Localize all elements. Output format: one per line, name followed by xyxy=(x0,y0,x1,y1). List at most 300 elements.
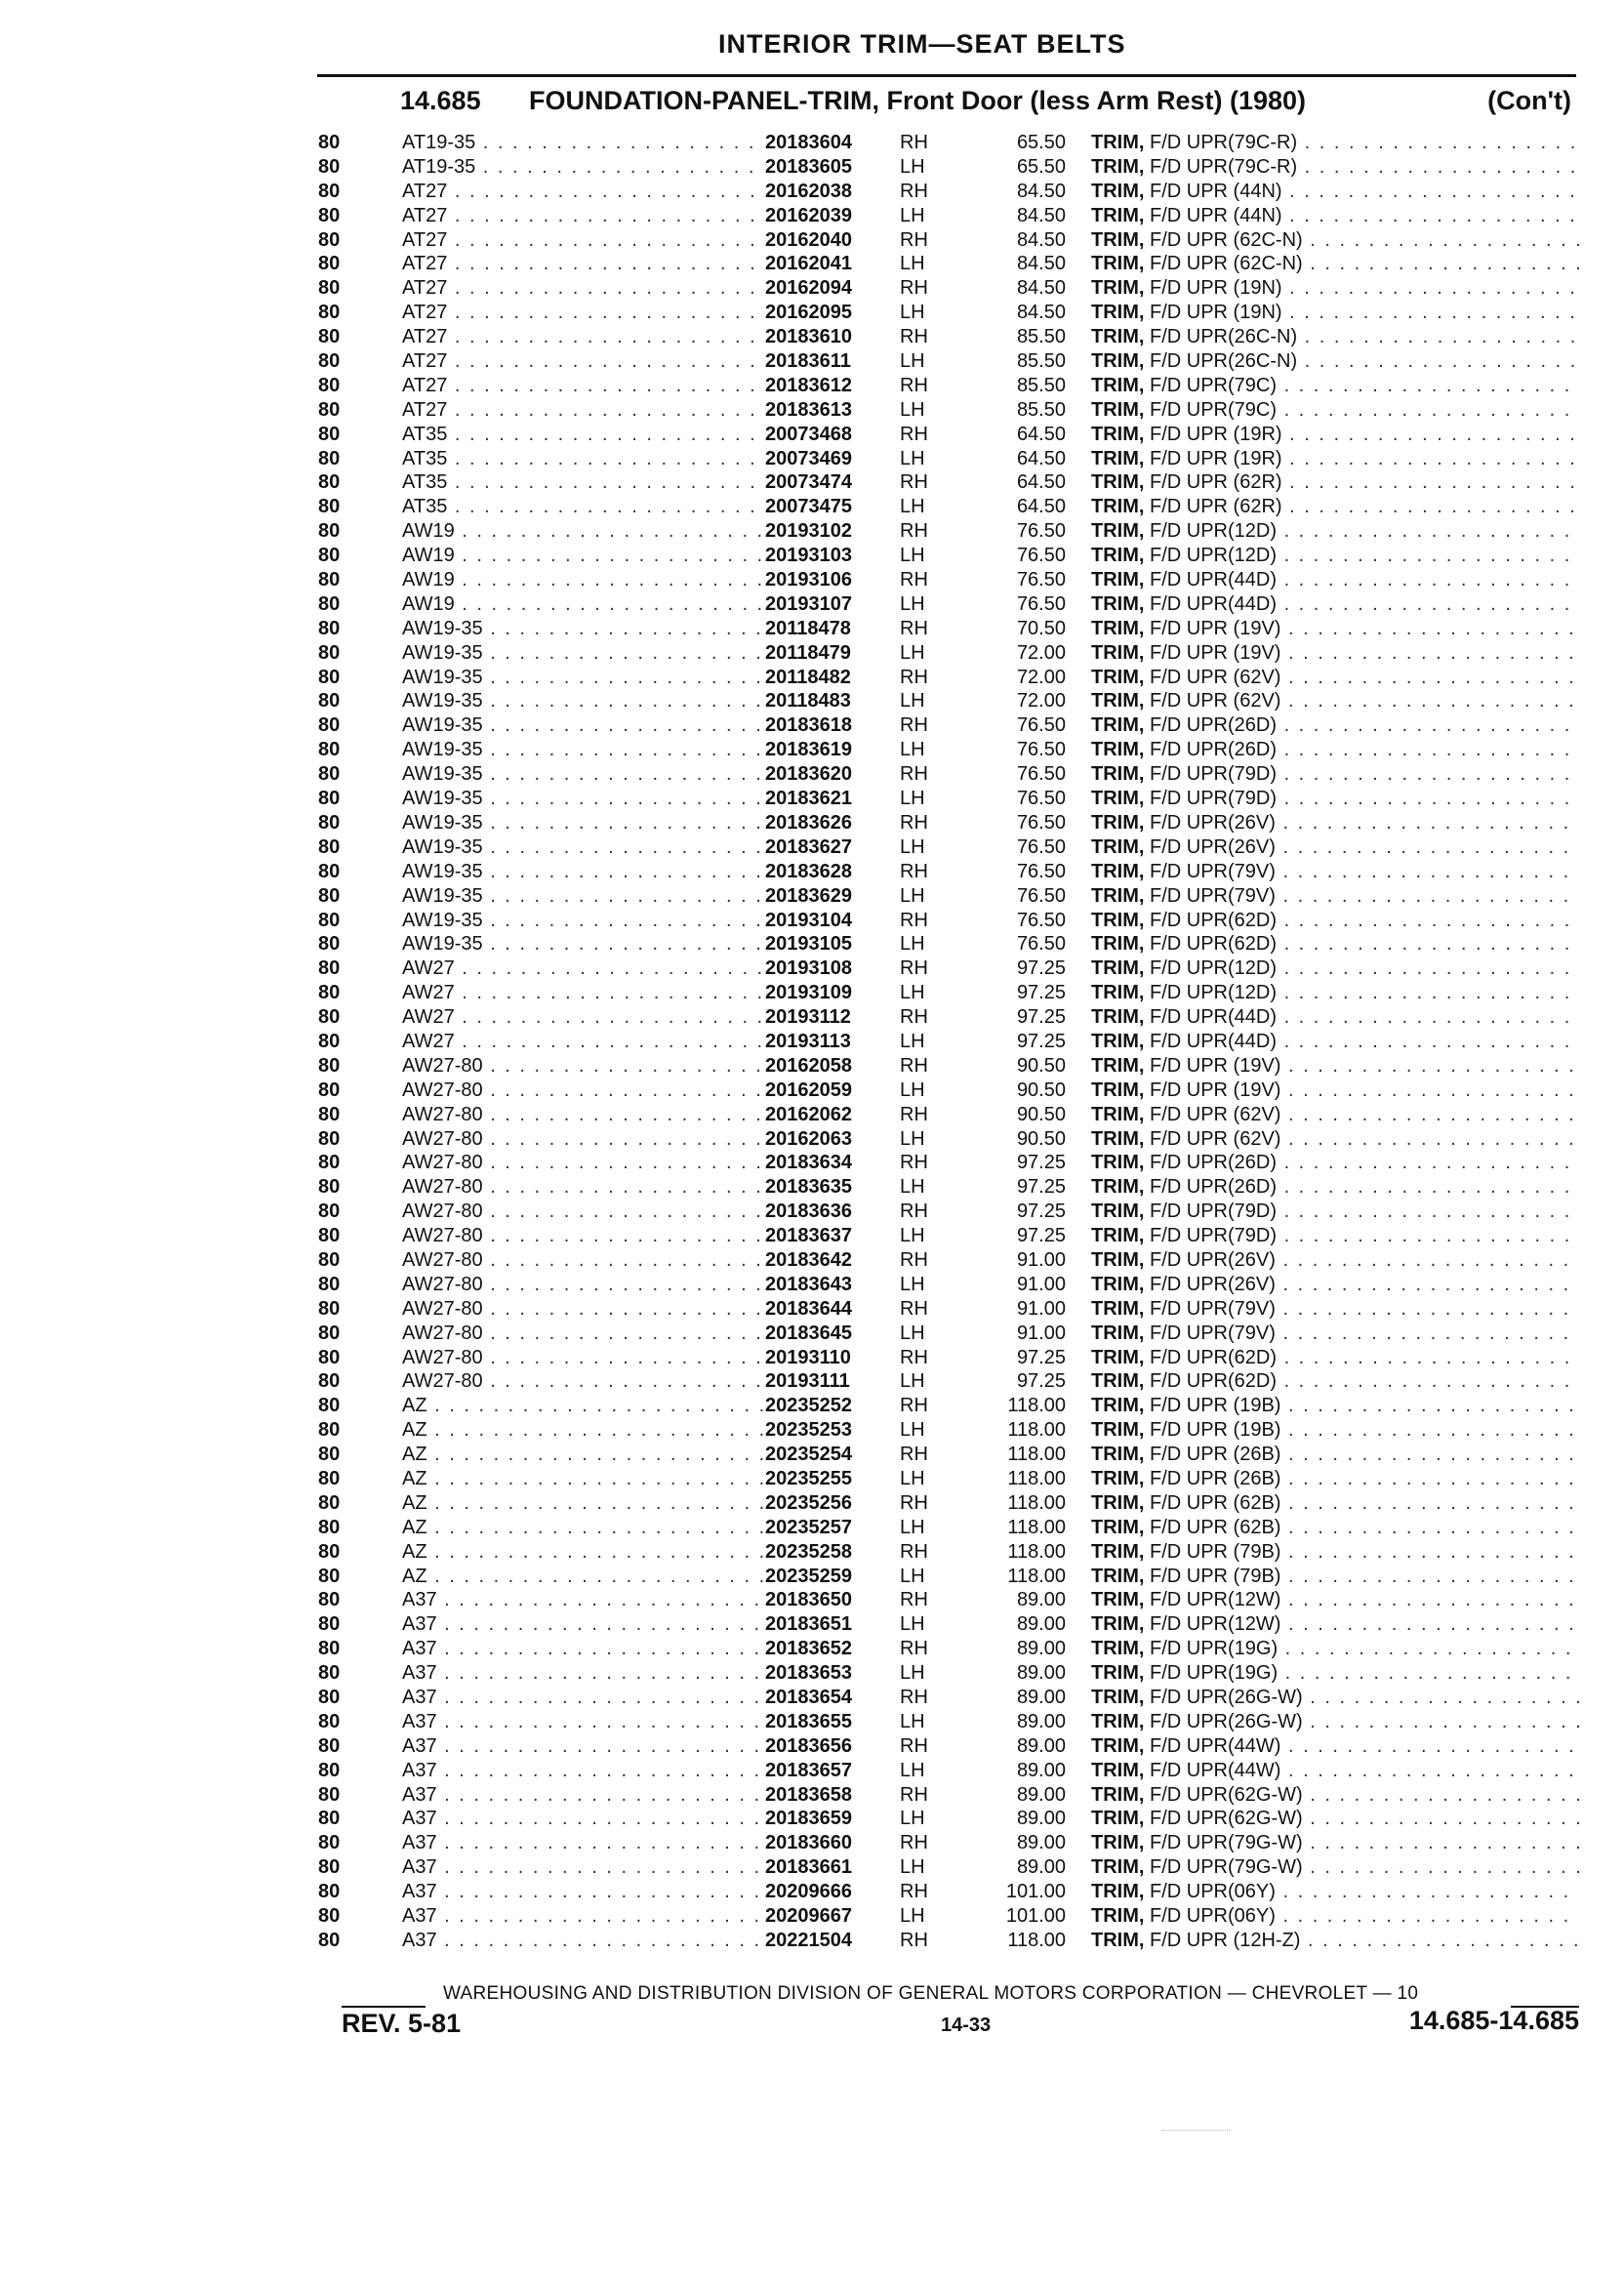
year-cell: 80 xyxy=(318,592,341,615)
part-number-cell: 20193108 xyxy=(765,957,852,980)
description-text: F/D UPR (19V) xyxy=(1150,1054,1281,1077)
description-lead: TRIM, xyxy=(1091,228,1145,251)
list-item xyxy=(0,787,1624,811)
year-cell: 80 xyxy=(318,277,341,300)
description-text: F/D UPR (26B) xyxy=(1150,1467,1281,1489)
description-lead: TRIM, xyxy=(1091,1491,1145,1514)
description-lead: TRIM, xyxy=(1091,1808,1145,1830)
list-item xyxy=(0,325,1624,349)
year-cell: 80 xyxy=(318,1638,341,1660)
model-cell: AW27 . . . xyxy=(402,957,763,981)
side-cell: RH xyxy=(900,1491,928,1514)
description-cell xyxy=(1091,957,1579,981)
price-cell: 84.50 xyxy=(1016,204,1066,226)
year-cell: 80 xyxy=(318,1444,341,1466)
description-lead: TRIM, xyxy=(1091,982,1145,1004)
part-number-cell: 20183628 xyxy=(765,860,852,882)
model-cell: AW19-35 . . . xyxy=(402,713,763,738)
description-text: F/D UPR (79B) xyxy=(1150,1540,1281,1563)
year-cell: 80 xyxy=(318,1710,341,1732)
year-cell: 80 xyxy=(318,155,341,178)
year-cell: 80 xyxy=(318,1905,341,1928)
side-cell: LH xyxy=(900,933,925,956)
year-cell: 80 xyxy=(318,617,341,639)
description-lead: TRIM, xyxy=(1091,860,1145,882)
description-lead: TRIM, xyxy=(1091,1856,1145,1879)
description-lead: TRIM, xyxy=(1091,1662,1145,1685)
price-cell: 72.00 xyxy=(1016,666,1066,688)
year-cell: 80 xyxy=(318,1152,341,1174)
side-cell: RH xyxy=(900,666,928,688)
description-cell xyxy=(1091,1783,1579,1808)
description-lead: TRIM, xyxy=(1091,1710,1145,1732)
model-cell: AW19-35 . . . xyxy=(402,641,763,666)
price-cell: 76.50 xyxy=(1016,739,1066,761)
year-cell: 80 xyxy=(318,1176,341,1199)
list-item xyxy=(0,1686,1624,1710)
page-range: 14.685-14.685 xyxy=(1408,2006,1579,2035)
description-text: F/D UPR (19B) xyxy=(1150,1395,1281,1417)
description-text: F/D UPR(79G-W) xyxy=(1150,1856,1303,1879)
description-text: F/D UPR(62G-W) xyxy=(1150,1808,1303,1830)
year-cell: 80 xyxy=(318,1540,341,1563)
description-text: F/D UPR (19N) xyxy=(1150,302,1282,324)
description-cell xyxy=(1091,349,1579,374)
price-cell: 76.50 xyxy=(1016,763,1066,786)
price-cell: 84.50 xyxy=(1016,253,1066,275)
model-cell: AT27 . . . xyxy=(402,252,763,276)
description-text: F/D UPR(12W) xyxy=(1150,1589,1281,1611)
side-cell: RH xyxy=(900,228,928,251)
description-cell xyxy=(1091,860,1579,884)
model-cell: A37 . . . xyxy=(402,1637,763,1661)
description-cell xyxy=(1091,1467,1579,1491)
part-number-cell: 20073474 xyxy=(765,471,852,494)
model-cell: AW19-35 . . . xyxy=(402,932,763,957)
model-cell: AW27-80 . . . xyxy=(402,1079,763,1103)
price-cell: 97.25 xyxy=(1016,1006,1066,1029)
year-cell: 80 xyxy=(318,1467,341,1489)
side-cell: RH xyxy=(900,326,928,348)
year-cell: 80 xyxy=(318,1881,341,1903)
model-cell: AW19-35 . . . xyxy=(402,835,763,860)
description-cell xyxy=(1091,1297,1579,1322)
list-item xyxy=(0,155,1624,180)
list-item xyxy=(0,1637,1624,1661)
description-cell xyxy=(1091,1103,1579,1127)
description-cell xyxy=(1091,131,1579,155)
model-cell: A37 . . . xyxy=(402,1710,763,1734)
list-item xyxy=(0,909,1624,933)
model-cell: AZ . . . xyxy=(402,1443,763,1467)
description-lead: TRIM, xyxy=(1091,398,1145,421)
year-cell: 80 xyxy=(318,1491,341,1514)
description-lead: TRIM, xyxy=(1091,909,1145,931)
price-cell: 91.00 xyxy=(1016,1322,1066,1344)
list-item xyxy=(0,1443,1624,1467)
model-cell: AW19 . . . xyxy=(402,519,763,544)
footer-rule-left xyxy=(342,2006,426,2008)
part-number-cell: 20183613 xyxy=(765,398,852,421)
description-cell xyxy=(1091,423,1579,447)
part-number-cell: 20183636 xyxy=(765,1201,852,1223)
price-cell: 84.50 xyxy=(1016,180,1066,202)
list-item xyxy=(0,689,1624,713)
list-item xyxy=(0,1467,1624,1491)
model-cell: AW27-80 . . . xyxy=(402,1127,763,1152)
part-number-cell: 20183644 xyxy=(765,1297,852,1320)
description-text: F/D UPR(12D) xyxy=(1150,520,1278,543)
price-cell: 76.50 xyxy=(1016,811,1066,834)
year-cell: 80 xyxy=(318,1297,341,1320)
side-cell: RH xyxy=(900,277,928,300)
year-cell: 80 xyxy=(318,1565,341,1587)
description-cell xyxy=(1091,713,1579,738)
side-cell: LH xyxy=(900,1273,925,1295)
side-cell: LH xyxy=(900,398,925,421)
model-cell: AW27-80 . . . xyxy=(402,1175,763,1200)
side-cell: LH xyxy=(900,1322,925,1344)
description-text: F/D UPR (62B) xyxy=(1150,1516,1281,1538)
part-number-cell: 20183611 xyxy=(765,350,851,373)
price-cell: 97.25 xyxy=(1016,1030,1066,1052)
list-item xyxy=(0,1661,1624,1686)
year-cell: 80 xyxy=(318,714,341,737)
list-item xyxy=(0,1734,1624,1759)
model-cell: AT27 . . . xyxy=(402,325,763,349)
side-cell: RH xyxy=(900,1638,928,1660)
part-number-cell: 20193113 xyxy=(765,1030,851,1052)
side-cell: LH xyxy=(900,884,925,907)
price-cell: 76.50 xyxy=(1016,520,1066,543)
price-cell: 118.00 xyxy=(1007,1516,1066,1538)
page-number: 14-33 xyxy=(941,2015,992,2036)
description-lead: TRIM, xyxy=(1091,496,1145,518)
list-item xyxy=(0,1904,1624,1929)
list-item xyxy=(0,1565,1624,1589)
description-lead: TRIM, xyxy=(1091,1079,1145,1101)
model-cell: AT27 . . . xyxy=(402,228,763,253)
side-cell: LH xyxy=(900,1176,925,1199)
description-lead: TRIM, xyxy=(1091,1006,1145,1029)
list-item xyxy=(0,1516,1624,1540)
side-cell: RH xyxy=(900,423,928,445)
year-cell: 80 xyxy=(318,471,341,494)
list-item xyxy=(0,738,1624,762)
description-lead: TRIM, xyxy=(1091,1103,1145,1125)
description-lead: TRIM, xyxy=(1091,1176,1145,1199)
description-text: F/D UPR(19G) xyxy=(1150,1638,1279,1660)
list-item xyxy=(0,276,1624,301)
side-cell: RH xyxy=(900,1346,928,1368)
description-cell xyxy=(1091,568,1579,592)
description-cell xyxy=(1091,1054,1579,1079)
part-number-cell: 20118479 xyxy=(765,641,851,664)
part-number-cell: 20118482 xyxy=(765,666,851,688)
price-cell: 76.50 xyxy=(1016,835,1066,858)
description-cell xyxy=(1091,544,1579,568)
side-cell: LH xyxy=(900,1710,925,1732)
side-cell: RH xyxy=(900,374,928,396)
description-lead: TRIM, xyxy=(1091,1783,1145,1806)
price-cell: 118.00 xyxy=(1007,1565,1066,1587)
year-cell: 80 xyxy=(318,1687,341,1708)
price-cell: 89.00 xyxy=(1016,1710,1066,1732)
description-lead: TRIM, xyxy=(1091,1759,1145,1781)
side-cell: LH xyxy=(900,1516,925,1538)
side-cell: RH xyxy=(900,763,928,786)
description-cell xyxy=(1091,252,1579,276)
price-cell: 89.00 xyxy=(1016,1589,1066,1611)
price-cell: 76.50 xyxy=(1016,569,1066,591)
description-cell xyxy=(1091,1175,1579,1200)
description-cell xyxy=(1091,617,1579,641)
part-number-cell: 20183645 xyxy=(765,1322,852,1344)
side-cell: LH xyxy=(900,1030,925,1052)
part-number-cell: 20193111 xyxy=(765,1370,850,1393)
model-cell: AW19-35 . . . xyxy=(402,689,763,713)
description-lead: TRIM, xyxy=(1091,447,1145,469)
description-cell xyxy=(1091,738,1579,762)
price-cell: 97.25 xyxy=(1016,1201,1066,1223)
list-item xyxy=(0,495,1624,519)
price-cell: 76.50 xyxy=(1016,788,1066,810)
year-cell: 80 xyxy=(318,1248,341,1271)
description-lead: TRIM, xyxy=(1091,1273,1145,1295)
year-cell: 80 xyxy=(318,1346,341,1368)
side-cell: LH xyxy=(900,690,925,712)
description-text: F/D UPR(44D) xyxy=(1150,1030,1278,1052)
year-cell: 80 xyxy=(318,1127,341,1150)
description-text: F/D UPR (19N) xyxy=(1150,277,1282,300)
description-lead: TRIM, xyxy=(1091,788,1145,810)
description-cell xyxy=(1091,204,1579,228)
list-item xyxy=(0,1807,1624,1831)
side-cell: RH xyxy=(900,132,928,153)
model-cell: AT19-35 . . . xyxy=(402,155,763,180)
description-lead: TRIM, xyxy=(1091,277,1145,300)
year-cell: 80 xyxy=(318,1613,341,1636)
part-number-cell: 20183620 xyxy=(765,763,852,786)
description-text: F/D UPR(62D) xyxy=(1150,1346,1278,1368)
side-cell: RH xyxy=(900,811,928,834)
model-cell: AW27-80 . . . xyxy=(402,1248,763,1273)
part-number-cell: 20235255 xyxy=(765,1467,852,1489)
part-number-cell: 20118483 xyxy=(765,690,851,712)
description-lead: TRIM, xyxy=(1091,471,1145,494)
description-cell xyxy=(1091,1880,1579,1904)
year-cell: 80 xyxy=(318,326,341,348)
year-cell: 80 xyxy=(318,666,341,688)
model-cell: AW19-35 . . . xyxy=(402,738,763,762)
price-cell: 70.50 xyxy=(1016,617,1066,639)
list-item xyxy=(0,1369,1624,1394)
description-text: F/D UPR (62C-N) xyxy=(1150,253,1303,275)
description-text: F/D UPR(26V) xyxy=(1150,835,1276,858)
side-cell: RH xyxy=(900,1006,928,1029)
part-number-cell: 20235257 xyxy=(765,1516,852,1538)
description-cell xyxy=(1091,495,1579,519)
description-lead: TRIM, xyxy=(1091,1444,1145,1466)
part-number-cell: 20183659 xyxy=(765,1808,852,1830)
price-cell: 89.00 xyxy=(1016,1687,1066,1708)
year-cell: 80 xyxy=(318,204,341,226)
price-cell: 64.50 xyxy=(1016,447,1066,469)
description-cell xyxy=(1091,1346,1579,1370)
description-lead: TRIM, xyxy=(1091,1516,1145,1538)
description-cell xyxy=(1091,1612,1579,1637)
side-cell: LH xyxy=(900,1565,925,1587)
list-item xyxy=(0,1030,1624,1054)
part-number-cell: 20183652 xyxy=(765,1638,852,1660)
part-number-cell: 20162094 xyxy=(765,277,852,300)
description-text: F/D UPR (62V) xyxy=(1150,690,1281,712)
description-text: F/D UPR(26V) xyxy=(1150,811,1276,834)
description-cell xyxy=(1091,981,1579,1005)
year-cell: 80 xyxy=(318,933,341,956)
side-cell: LH xyxy=(900,835,925,858)
description-cell xyxy=(1091,1734,1579,1759)
description-text: F/D UPR(79D) xyxy=(1150,763,1278,786)
price-cell: 97.25 xyxy=(1016,1225,1066,1247)
list-item xyxy=(0,1540,1624,1565)
price-cell: 90.50 xyxy=(1016,1127,1066,1150)
model-cell: AW27-80 . . . xyxy=(402,1200,763,1224)
model-cell: AW19 . . . xyxy=(402,568,763,592)
model-cell: AW27-80 . . . xyxy=(402,1369,763,1394)
year-cell: 80 xyxy=(318,132,341,153)
description-lead: TRIM, xyxy=(1091,1565,1145,1587)
description-text: F/D UPR(79C) xyxy=(1150,398,1278,421)
year-cell: 80 xyxy=(318,1783,341,1806)
description-text: F/D UPR(12W) xyxy=(1150,1613,1281,1636)
description-text: F/D UPR(62D) xyxy=(1150,1370,1278,1393)
part-number-cell: 20183637 xyxy=(765,1225,852,1247)
description-cell xyxy=(1091,1565,1579,1589)
part-number-cell: 20193109 xyxy=(765,982,852,1004)
model-cell: AW27 . . . xyxy=(402,1030,763,1054)
model-cell: AT27 . . . xyxy=(402,204,763,228)
description-text: F/D UPR(44D) xyxy=(1150,1006,1278,1029)
description-lead: TRIM, xyxy=(1091,957,1145,980)
description-cell xyxy=(1091,374,1579,398)
list-item xyxy=(0,204,1624,228)
description-lead: TRIM, xyxy=(1091,1346,1145,1368)
description-text: F/D UPR (19V) xyxy=(1150,641,1281,664)
part-number-cell: 20235254 xyxy=(765,1444,852,1466)
list-item xyxy=(0,180,1624,204)
price-cell: 89.00 xyxy=(1016,1734,1066,1757)
description-text: F/D UPR(79C) xyxy=(1150,374,1278,396)
price-cell: 72.00 xyxy=(1016,641,1066,664)
part-number-cell: 20183619 xyxy=(765,739,852,761)
list-item xyxy=(0,1200,1624,1224)
list-item xyxy=(0,1127,1624,1152)
model-cell: AW27-80 . . . xyxy=(402,1103,763,1127)
model-cell: AT35 . . . xyxy=(402,470,763,495)
description-lead: TRIM, xyxy=(1091,423,1145,445)
description-cell xyxy=(1091,276,1579,301)
price-cell: 76.50 xyxy=(1016,545,1066,567)
model-cell: AZ . . . xyxy=(402,1540,763,1565)
list-item xyxy=(0,713,1624,738)
description-text: F/D UPR(62G-W) xyxy=(1150,1783,1303,1806)
description-text: F/D UPR(79C-R) xyxy=(1150,132,1298,153)
price-cell: 101.00 xyxy=(1005,1905,1066,1928)
side-cell: LH xyxy=(900,1759,925,1781)
part-number-cell: 20162058 xyxy=(765,1054,852,1077)
description-cell xyxy=(1091,1637,1579,1661)
description-lead: TRIM, xyxy=(1091,1297,1145,1320)
year-cell: 80 xyxy=(318,835,341,858)
price-cell: 89.00 xyxy=(1016,1808,1066,1830)
description-text: F/D UPR(26D) xyxy=(1150,714,1278,737)
side-cell: RH xyxy=(900,1395,928,1417)
description-cell xyxy=(1091,1540,1579,1565)
part-number-cell: 20073469 xyxy=(765,447,852,469)
year-cell: 80 xyxy=(318,690,341,712)
year-cell: 80 xyxy=(318,398,341,421)
description-lead: TRIM, xyxy=(1091,1832,1145,1854)
part-number-cell: 20235252 xyxy=(765,1395,852,1417)
side-cell: RH xyxy=(900,180,928,202)
year-cell: 80 xyxy=(318,739,341,761)
list-item xyxy=(0,957,1624,981)
model-cell: AT35 . . . xyxy=(402,423,763,447)
description-cell xyxy=(1091,1491,1579,1516)
year-cell: 80 xyxy=(318,1419,341,1442)
model-cell: A37 . . . xyxy=(402,1686,763,1710)
description-lead: TRIM, xyxy=(1091,520,1145,543)
list-item xyxy=(0,1418,1624,1443)
year-cell: 80 xyxy=(318,1006,341,1029)
side-cell: RH xyxy=(900,569,928,591)
description-text: F/D UPR (19V) xyxy=(1150,1079,1281,1101)
part-number-cell: 20183651 xyxy=(765,1613,852,1636)
part-number-cell: 20183643 xyxy=(765,1273,852,1295)
section-title: FOUNDATION-PANEL-TRIM, Front Door (less Arm Rest) (1980) xyxy=(529,86,1307,115)
description-lead: TRIM, xyxy=(1091,302,1145,324)
price-cell: 97.25 xyxy=(1016,957,1066,980)
description-lead: TRIM, xyxy=(1091,253,1145,275)
side-cell: RH xyxy=(900,1783,928,1806)
description-cell xyxy=(1091,1322,1579,1346)
description-lead: TRIM, xyxy=(1091,1248,1145,1271)
part-number-cell: 20193105 xyxy=(765,933,852,956)
description-text: F/D UPR (19R) xyxy=(1150,447,1282,469)
side-cell: LH xyxy=(900,592,925,615)
price-cell: 89.00 xyxy=(1016,1613,1066,1636)
part-number-cell: 20235258 xyxy=(765,1540,852,1563)
side-cell: LH xyxy=(900,155,925,178)
part-number-cell: 20183653 xyxy=(765,1662,852,1685)
year-cell: 80 xyxy=(318,350,341,373)
model-cell: AT27 . . . xyxy=(402,398,763,423)
model-cell: AT35 . . . xyxy=(402,447,763,471)
description-cell xyxy=(1091,447,1579,471)
part-number-cell: 20162038 xyxy=(765,180,852,202)
model-cell: A37 . . . xyxy=(402,1904,763,1929)
year-cell: 80 xyxy=(318,1516,341,1538)
description-cell xyxy=(1091,470,1579,495)
description-lead: TRIM, xyxy=(1091,1030,1145,1052)
description-text: F/D UPR(79D) xyxy=(1150,788,1278,810)
description-cell xyxy=(1091,884,1579,909)
description-text: F/D UPR (62B) xyxy=(1150,1491,1281,1514)
section-header xyxy=(400,86,1571,125)
model-cell: AT19-35 . . . xyxy=(402,131,763,155)
model-cell: AW27-80 . . . xyxy=(402,1224,763,1248)
